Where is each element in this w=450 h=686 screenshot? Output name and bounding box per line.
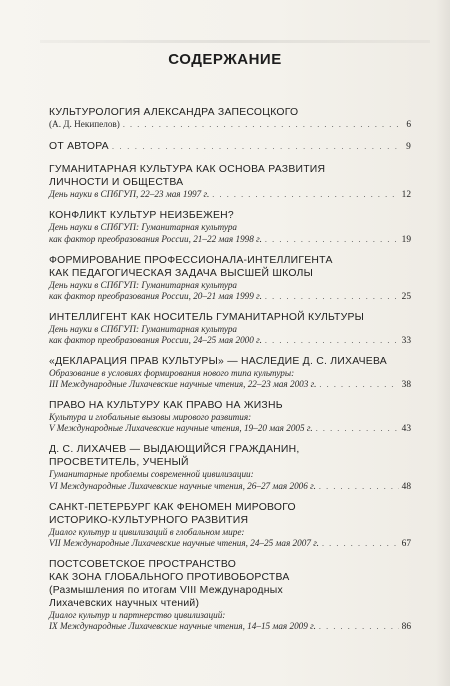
- page-number: 86: [401, 622, 411, 633]
- toc-entry-source: VI Международные Лихачевские научные чтения, 26–27 мая 2006 г.: [49, 480, 316, 491]
- page-number: 19: [401, 234, 411, 245]
- page-title: СОДЕРЖАНИЕ: [168, 51, 282, 68]
- toc-entry[interactable]: [49, 106, 411, 131]
- toc-leader-line: [49, 538, 411, 550]
- toc-entry[interactable]: [49, 501, 411, 550]
- toc-leader-line: [49, 335, 411, 347]
- dot-leader: [319, 621, 399, 632]
- toc-entry-source: V Международные Лихачевские научные чтения, 19–20 мая 2005 г.: [49, 423, 313, 434]
- toc-entry-source: День науки в СПбГУП: Гуманитарная культура: [49, 279, 238, 290]
- toc-entry-title: ИСТОРИКО-КУЛЬТУРНОГО РАЗВИТИЯ: [49, 514, 249, 526]
- toc-entry-title: ОТ АВТОРА: [49, 141, 109, 153]
- page-number: 43: [401, 424, 411, 435]
- dot-leader: [319, 379, 398, 390]
- toc-leader-line: [49, 119, 411, 131]
- toc-leader-line: [49, 481, 411, 493]
- toc-entry[interactable]: [49, 558, 411, 633]
- toc-entry-title: ФОРМИРОВАНИЕ ПРОФЕССИОНАЛА-ИНТЕЛЛИГЕНТА: [49, 254, 333, 266]
- toc-entry-source: (А. Д. Некипелов): [49, 119, 120, 129]
- toc-entry[interactable]: [49, 399, 411, 435]
- page-number: 12: [401, 190, 411, 201]
- toc-entry[interactable]: [49, 443, 411, 492]
- toc-leader-line: [49, 379, 411, 391]
- toc-entry-title: КАК ЗОНА ГЛОБАЛЬНОГО ПРОТИВОБОРСТВА: [49, 572, 290, 584]
- toc-leader-line: [49, 234, 411, 246]
- toc-entry-note: (Размышления по итогам VIII Международных: [49, 585, 283, 597]
- dot-leader: [265, 234, 399, 245]
- dot-leader: [265, 335, 399, 346]
- toc-entry-source: как фактор преобразования России, 20–21 мая 1999 г.: [49, 291, 262, 302]
- toc-entry-title: САНКТ-ПЕТЕРБУРГ КАК ФЕНОМЕН МИРОВОГО: [49, 501, 296, 513]
- dot-leader: [316, 423, 399, 434]
- page-number: 9: [406, 142, 411, 153]
- page-number: 48: [401, 481, 411, 492]
- toc-entry-source: Диалог культур и цивилизаций в глобальном мире:: [49, 526, 245, 537]
- toc-leader-line: [49, 423, 411, 435]
- toc-entry-title: ПРОСВЕТИТЕЛЬ, УЧЕНЫЙ: [49, 457, 189, 469]
- toc-entry-source: День науки в СПбГУП, 22–23 мая 1997 г.: [49, 189, 210, 200]
- toc-entry-source: Образование в условиях формирования нового типа культуры:: [49, 367, 295, 378]
- toc-entry-source: Гуманитарные проблемы современной цивилизации:: [49, 469, 254, 480]
- toc-entry[interactable]: [49, 209, 411, 245]
- dot-leader: [212, 189, 398, 200]
- toc-entry[interactable]: [49, 140, 411, 154]
- page-number: 6: [406, 120, 411, 130]
- toc-entry-source: как фактор преобразования России, 24–25 мая 2000 г.: [49, 335, 262, 346]
- dot-leader: [319, 481, 399, 492]
- toc-entry[interactable]: [49, 254, 411, 303]
- dot-leader: [322, 538, 399, 549]
- toc-entry-title: «ДЕКЛАРАЦИЯ ПРАВ КУЛЬТУРЫ» — НАСЛЕДИЕ Д. С. ЛИХАЧЕВА: [49, 355, 387, 367]
- toc-entry-title: ПРАВО НА КУЛЬТУРУ КАК ПРАВО НА ЖИЗНЬ: [49, 400, 283, 412]
- toc-entry-source: День науки в СПбГУП: Гуманитарная культура: [49, 324, 238, 335]
- toc-entry-source: Диалог культур и партнерство цивилизаций:: [49, 610, 226, 621]
- page-edge: [436, 0, 450, 686]
- page-number: 38: [401, 379, 411, 390]
- toc-entry-title: ГУМАНИТАРНАЯ КУЛЬТУРА КАК ОСНОВА РАЗВИТИЯ: [49, 164, 326, 176]
- toc-leader-line: [49, 621, 411, 633]
- dot-leader: [112, 140, 403, 153]
- page-number: 33: [401, 336, 411, 347]
- toc-entry-title: КУЛЬТУРОЛОГИЯ АЛЕКСАНДРА ЗАПЕСОЦКОГО: [49, 107, 299, 118]
- toc-leader-line: [49, 189, 411, 201]
- toc-entry-source: III Международные Лихачевские научные чтения, 22–23 мая 2003 г.: [49, 378, 317, 389]
- toc-entry[interactable]: [49, 311, 411, 347]
- toc-entry-source: День науки в СПбГУП: Гуманитарная культура: [49, 222, 238, 233]
- toc-entry-source: IX Международные Лихачевские научные чтения, 14–15 мая 2009 г.: [49, 621, 316, 632]
- toc-entry[interactable]: [49, 163, 411, 201]
- toc-leader-line: [49, 291, 411, 303]
- page-number: 67: [401, 539, 411, 550]
- toc-leader-line: [49, 140, 411, 154]
- toc-entry[interactable]: [49, 355, 411, 391]
- toc-entry-source: VII Международные Лихачевские научные чтения, 24–25 мая 2007 г.: [49, 538, 319, 549]
- toc-entry-source: Культура и глобальные вызовы мирового развития:: [49, 412, 252, 423]
- toc-entry-title: КАК ПЕДАГОГИЧЕСКАЯ ЗАДАЧА ВЫСШЕЙ ШКОЛЫ: [49, 267, 314, 279]
- toc-entry-title: Д. С. ЛИХАЧЕВ — ВЫДАЮЩИЙСЯ ГРАЖДАНИН,: [49, 444, 300, 456]
- toc-entry-note: Лихачевских научных чтений): [49, 598, 200, 610]
- toc-entry-source: как фактор преобразования России, 21–22 мая 1998 г.: [49, 233, 262, 244]
- toc-entry-title: ИНТЕЛЛИГЕНТ КАК НОСИТЕЛЬ ГУМАНИТАРНОЙ КУЛЬТУРЫ: [49, 312, 365, 324]
- dot-leader: [265, 291, 399, 302]
- page-number: 25: [401, 292, 411, 303]
- toc-entry-title: ПОСТСОВЕТСКОЕ ПРОСТРАНСТВО: [49, 559, 237, 571]
- table-of-contents: [49, 106, 411, 634]
- page-shadow: [40, 40, 430, 43]
- toc-entry-title: ЛИЧНОСТИ И ОБЩЕСТВА: [49, 177, 184, 189]
- toc-entry-title: КОНФЛИКТ КУЛЬТУР НЕИЗБЕЖЕН?: [49, 210, 234, 222]
- dot-leader: [123, 119, 403, 130]
